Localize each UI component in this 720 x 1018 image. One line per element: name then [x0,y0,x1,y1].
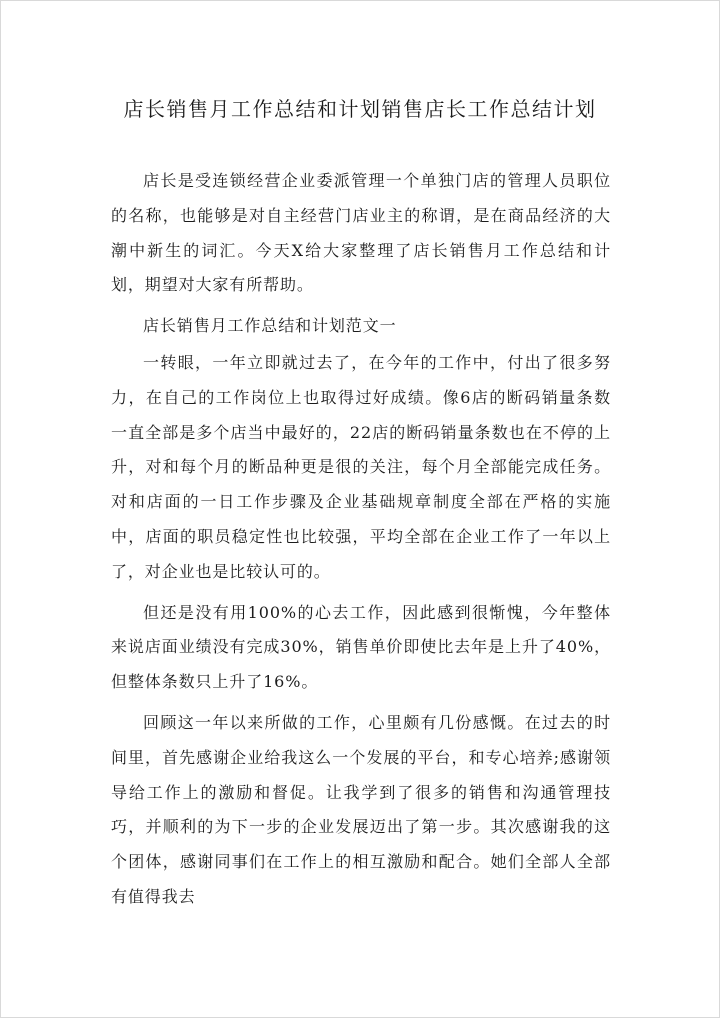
body-paragraph: 一转眼，一年立即就过去了，在今年的工作中，付出了很多努力，在自己的工作岗位上也取得过好成绩。像6店的断码销量条数一直全部是多个店当中最好的，22店的断码销量条数也在不停的上升，对和每个月的断品种更是很的关注，每个月全部能完成任务。对和店面的一日工作步骤及企业基础规章制度全部在严格的实施中，店面的职员稳定性也比较强，平均全部在企业工作了一年以上了，对企业也是比较认可的。 [111,352,611,581]
document-title: 店长销售月工作总结和计划销售店长工作总结计划 [123,97,597,121]
section-heading: 店长销售月工作总结和计划范文一 [143,316,397,336]
intro-paragraph: 店长是受连锁经营企业委派管理一个单独门店的管理人员职位的名称，也能够是对自主经营门店业主的称谓，是在商品经济的大潮中新生的词汇。今天X给大家整理了店长销售月工作总结和计划，期望对大家有所帮助。 [111,171,611,295]
body-paragraph: 回顾这一年以来所做的工作，心里颇有几份感慨。在过去的时间里，首先感谢企业给我这么一个发展的平台，和专心培养;感谢领导给工作上的激励和督促。让我学到了很多的销售和沟通管理技巧，并顺利的为下一步的企业发展迈出了第一步。其次感谢我的这个团体，感谢同事们在工作上的相互激励和配合。她们全部人全部有值得我去 [111,712,611,906]
document-body [111,164,611,921]
body-paragraph: 但还是没有用100%的心去工作，因此感到很惭愧，今年整体来说店面业绩没有完成30%，销售单价即使比去年是上升了40%，但整体条数只上升了16%。 [111,602,611,692]
